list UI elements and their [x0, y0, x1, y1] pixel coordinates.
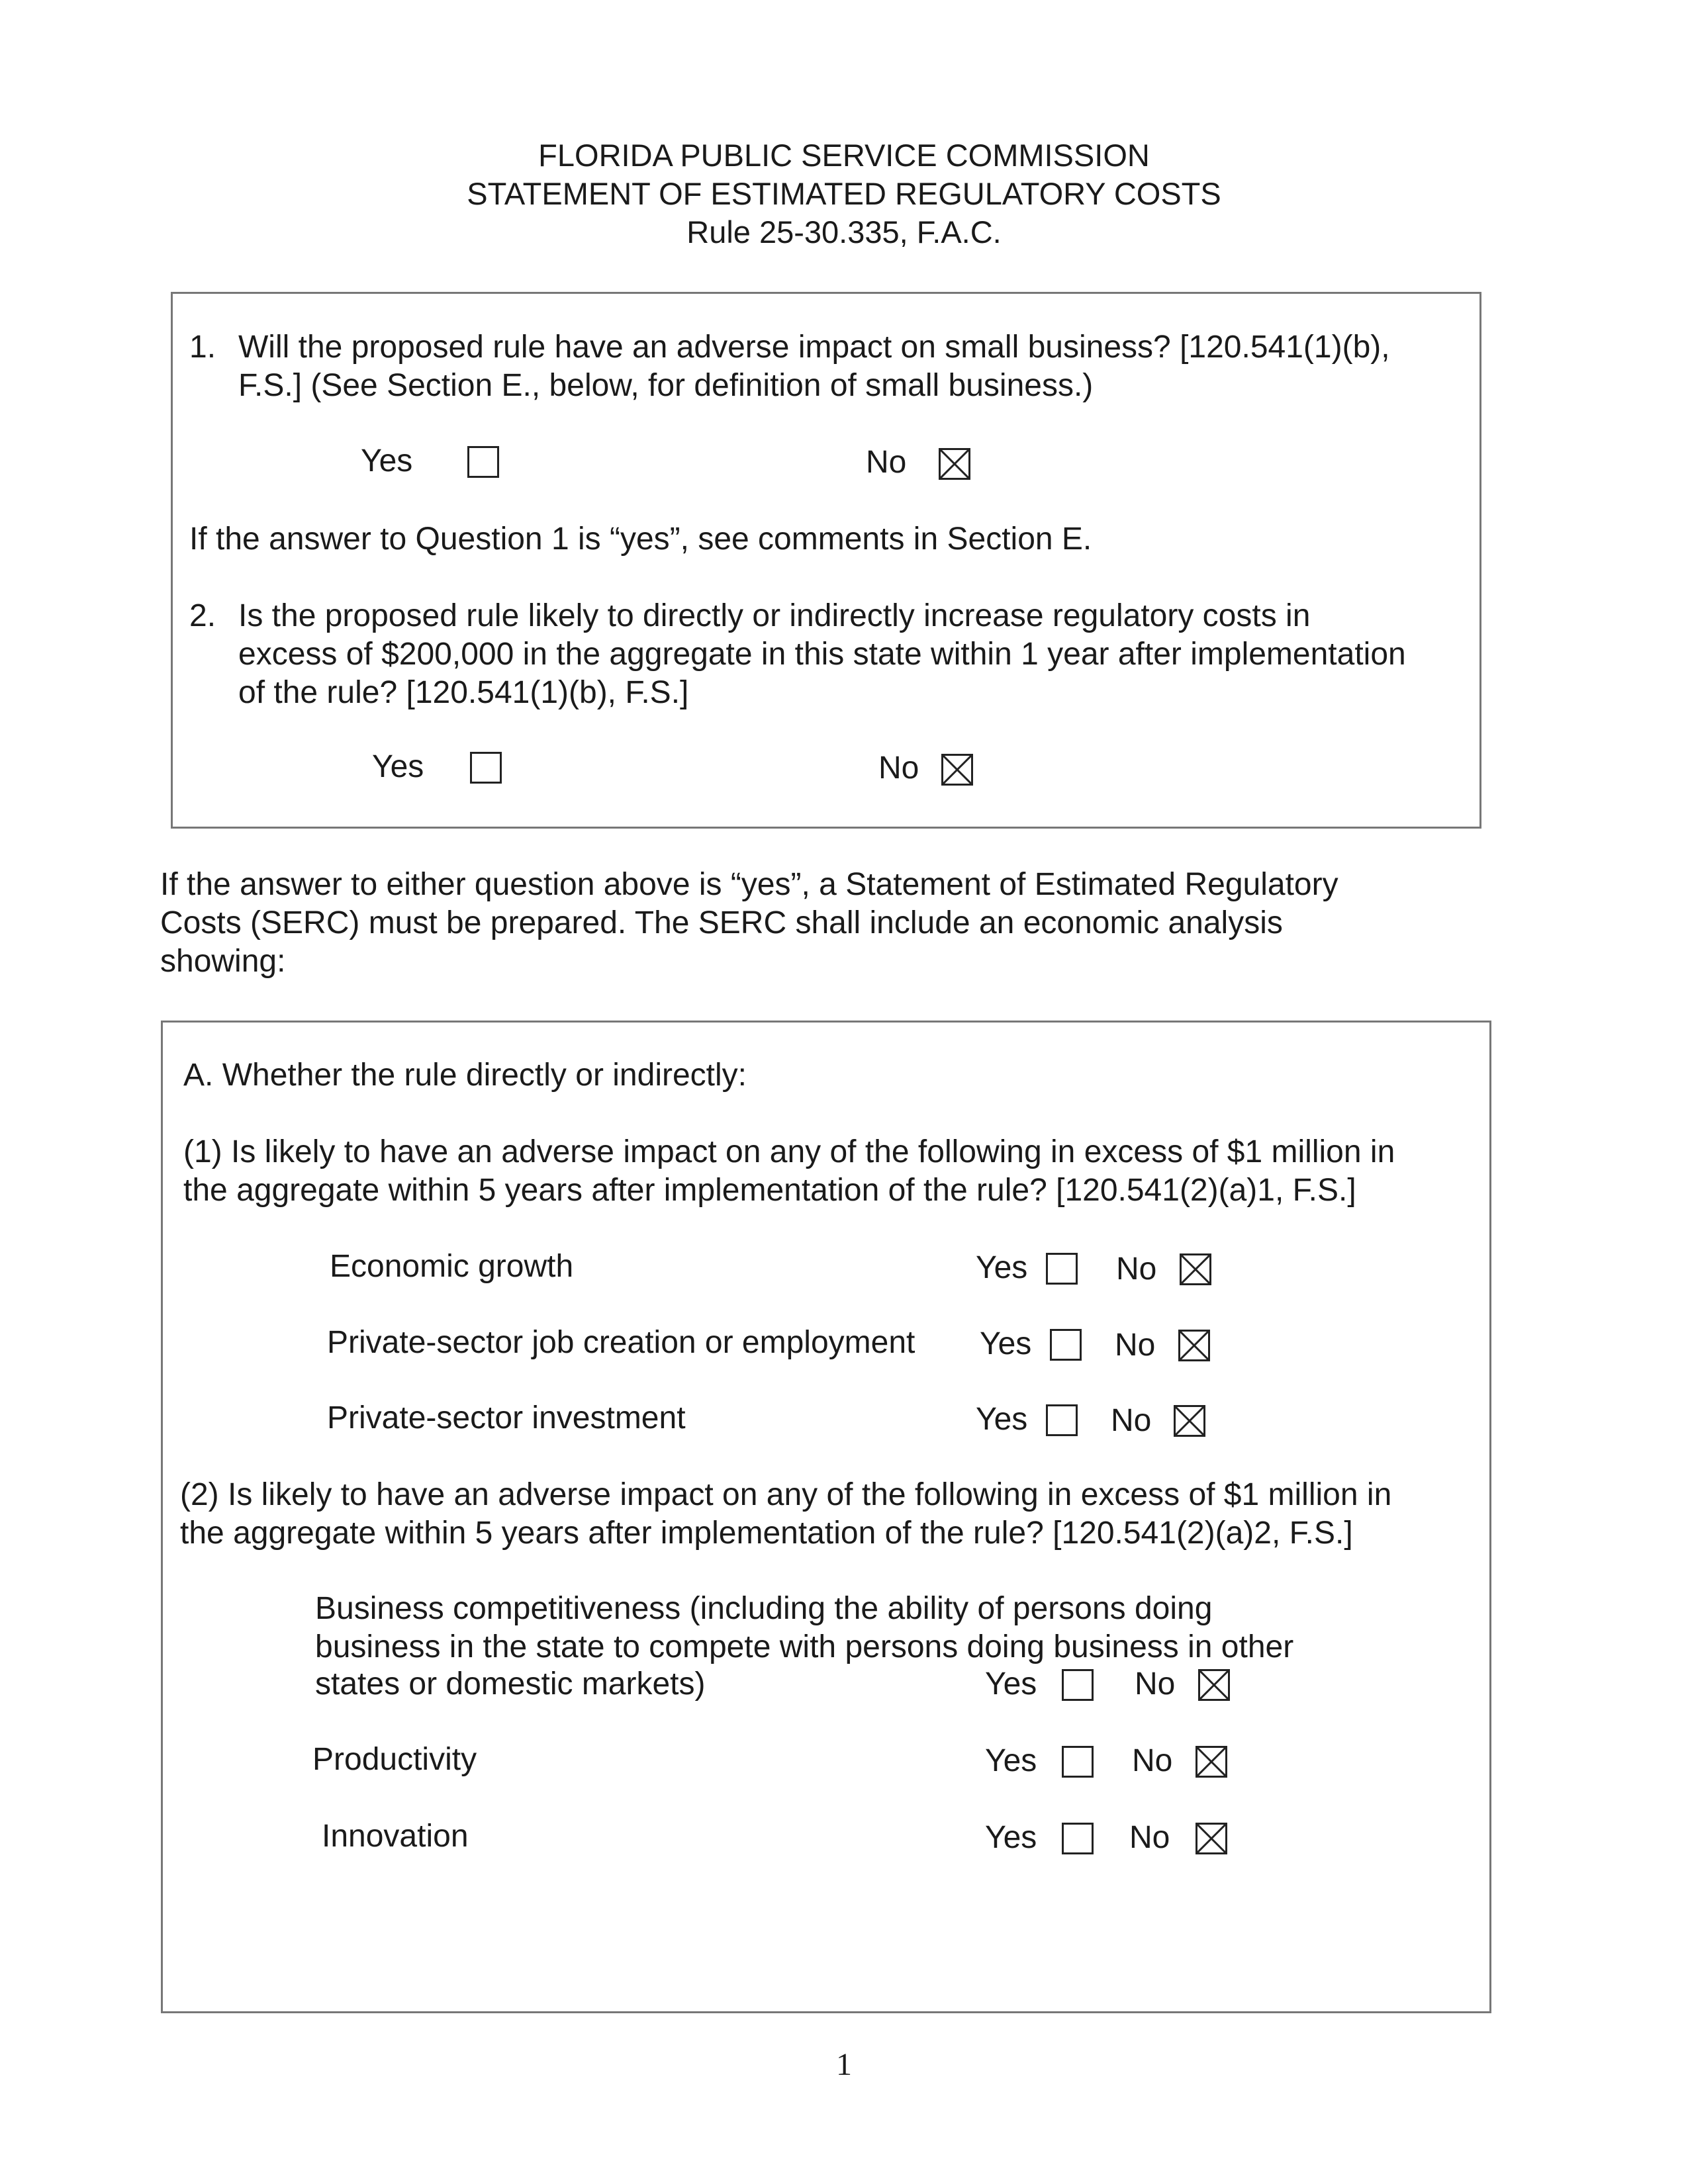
question-1-note: If the answer to Question 1 is “yes”, see comments in Section E.	[189, 522, 1092, 557]
question-1-text-line2: F.S.] (See Section E., below, for definition of small business.)	[238, 368, 1094, 403]
item-economic-growth-yes-label: Yes	[976, 1250, 1028, 1285]
item-economic-growth-no-checkbox[interactable]	[1180, 1253, 1211, 1285]
question-2-text-line1: Is the proposed rule likely to directly or indirectly increase regulatory costs in	[238, 598, 1311, 633]
item-innovation-no-checkbox[interactable]	[1196, 1823, 1227, 1854]
item-job-creation-yes-label: Yes	[980, 1326, 1032, 1361]
question-1-yes-checkbox[interactable]	[467, 446, 499, 478]
part-2-text-line1: (2) Is likely to have an adverse impact on any of the following in excess of $1 million in	[180, 1477, 1392, 1512]
checkmark-x-icon	[1197, 1825, 1225, 1852]
checkmark-x-icon	[1180, 1332, 1208, 1359]
question-1-no-checkbox[interactable]	[939, 448, 970, 480]
question-2-yes-label: Yes	[372, 749, 424, 784]
question-1-number: 1.	[189, 330, 216, 365]
item-investment-yes-checkbox[interactable]	[1046, 1404, 1078, 1436]
item-investment-label: Private-sector investment	[327, 1400, 686, 1435]
part-2-text-line2: the aggregate within 5 years after implementation of the rule? [120.541(2)(a)2, F.S.]	[180, 1516, 1353, 1551]
serc-paragraph-line1: If the answer to either question above is “yes”, a Statement of Estimated Regulatory	[160, 867, 1338, 902]
checkmark-x-icon	[943, 756, 971, 784]
checkmark-x-icon	[1176, 1407, 1203, 1435]
header-rule: Rule 25-30.335, F.A.C.	[686, 214, 1002, 250]
item-innovation-no-label: No	[1129, 1820, 1170, 1855]
item-economic-growth-yes-checkbox[interactable]	[1046, 1253, 1078, 1285]
item-innovation-label: Innovation	[322, 1819, 469, 1854]
item-competitiveness-label-line1: Business competitiveness (including the ability of persons doing	[315, 1591, 1213, 1626]
item-investment-yes-label: Yes	[976, 1402, 1028, 1437]
question-1-no-label: No	[866, 445, 907, 480]
question-2-no-checkbox[interactable]	[941, 754, 973, 786]
question-2-no-label: No	[878, 751, 919, 786]
item-competitiveness-label: states or domestic markets)	[315, 1666, 706, 1702]
checkmark-x-icon	[941, 450, 968, 478]
checkmark-x-icon	[1197, 1748, 1225, 1776]
question-2-number: 2.	[189, 598, 216, 633]
question-2-text-line3: of the rule? [120.541(1)(b), F.S.]	[238, 675, 689, 710]
part-1-text-line1: (1) Is likely to have an adverse impact on any of the following in excess of $1 million in	[183, 1134, 1395, 1169]
item-competitiveness-yes-checkbox[interactable]	[1062, 1669, 1094, 1701]
item-investment-no-checkbox[interactable]	[1174, 1405, 1205, 1437]
checkmark-x-icon	[1200, 1671, 1228, 1699]
serc-paragraph-line2: Costs (SERC) must be prepared. The SERC shall include an economic analysis	[160, 905, 1283, 940]
item-competitiveness-yes-label: Yes	[985, 1666, 1037, 1702]
serc-paragraph-line3: showing:	[160, 944, 286, 979]
item-productivity-label: Productivity	[312, 1742, 477, 1777]
item-economic-growth-no-label: No	[1116, 1251, 1157, 1287]
page-number: 1	[836, 2047, 852, 2082]
item-productivity-yes-label: Yes	[985, 1743, 1037, 1778]
header-agency: FLORIDA PUBLIC SERVICE COMMISSION	[538, 138, 1150, 173]
item-productivity-no-checkbox[interactable]	[1196, 1746, 1227, 1778]
item-job-creation-no-label: No	[1115, 1328, 1156, 1363]
question-2-yes-checkbox[interactable]	[470, 752, 502, 784]
section-a-heading: A. Whether the rule directly or indirectly:	[183, 1058, 747, 1093]
header-title: STATEMENT OF ESTIMATED REGULATORY COSTS	[467, 176, 1221, 211]
question-1-text-line1: Will the proposed rule have an adverse impact on small business? [120.541(1)(b),	[238, 330, 1390, 365]
item-job-creation-no-checkbox[interactable]	[1178, 1330, 1210, 1361]
item-investment-no-label: No	[1111, 1403, 1152, 1438]
item-competitiveness-no-label: No	[1135, 1666, 1176, 1702]
item-productivity-yes-checkbox[interactable]	[1062, 1746, 1094, 1778]
question-2-text-line2: excess of $200,000 in the aggregate in this state within 1 year after implementation	[238, 637, 1406, 672]
part-1-text-line2: the aggregate within 5 years after implementation of the rule? [120.541(2)(a)1, F.S.]	[183, 1173, 1356, 1208]
checkmark-x-icon	[1182, 1255, 1209, 1283]
question-1-yes-label: Yes	[361, 443, 413, 478]
item-job-creation-label: Private-sector job creation or employment	[327, 1325, 915, 1360]
item-innovation-yes-checkbox[interactable]	[1062, 1823, 1094, 1854]
item-competitiveness-label-line2: business in the state to compete with persons doing business in other	[315, 1629, 1294, 1664]
item-economic-growth-label: Economic growth	[330, 1249, 574, 1284]
item-innovation-yes-label: Yes	[985, 1820, 1037, 1855]
document-header	[0, 136, 1688, 251]
item-job-creation-yes-checkbox[interactable]	[1050, 1329, 1082, 1361]
item-productivity-no-label: No	[1132, 1743, 1173, 1778]
item-competitiveness-no-checkbox[interactable]	[1198, 1669, 1230, 1701]
